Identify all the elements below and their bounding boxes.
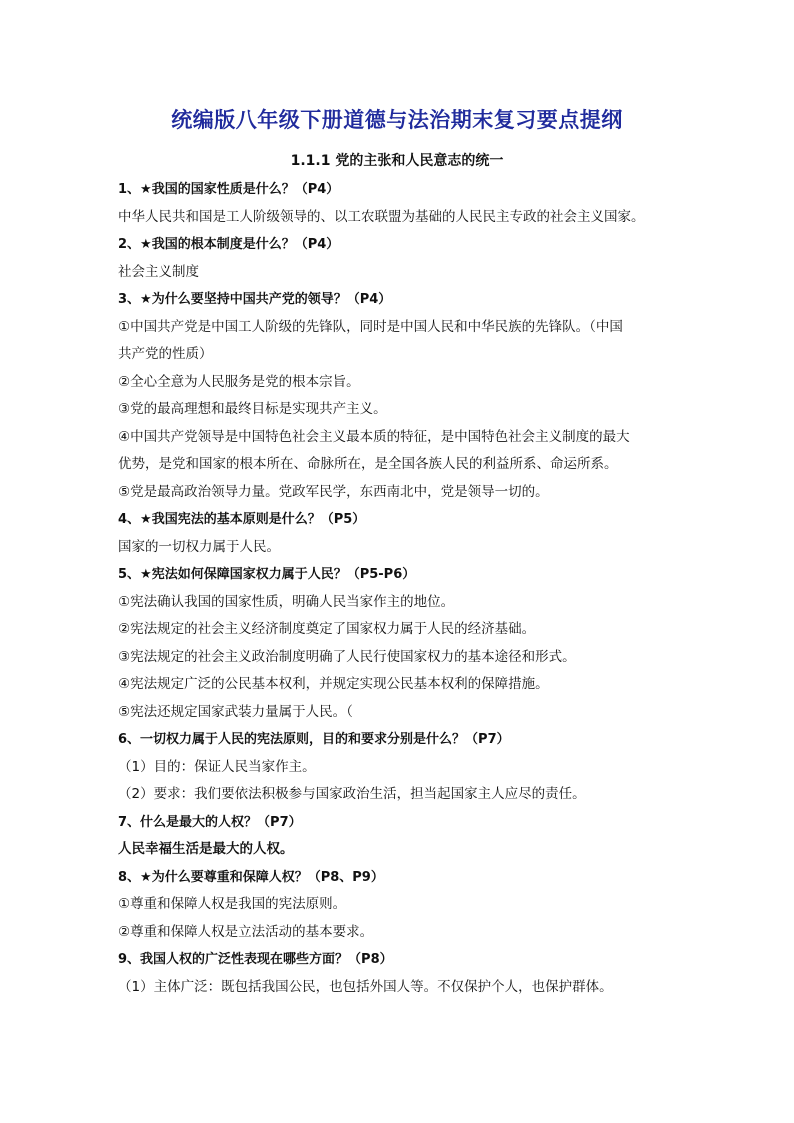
question-3: 3、★为什么要坚持中国共产党的领导？（P4） <box>118 292 392 307</box>
answer-line: ②尊重和保障人权是立法活动的基本要求。 <box>118 923 374 940</box>
section-heading: 1.1.1 党的主张和人民意志的统一 <box>290 153 504 169</box>
answer-line: （1）目的：保证人民当家作主。 <box>118 758 316 775</box>
question-6: 6、一切权力属于人民的宪法原则，目的和要求分别是什么？（P7） <box>118 732 510 747</box>
answer-line: （1）主体广泛：既包括我国公民，也包括外国人等。不仅保护个人，也保护群体。 <box>118 978 613 995</box>
answer-line: 共产党的性质） <box>118 346 213 362</box>
question-7: 7、什么是最大的人权？（P7） <box>118 814 302 830</box>
question-1: 1、★我国的国家性质是什么？（P4） <box>118 182 340 197</box>
answer-line: ①宪法确认我国的国家性质，明确人民当家作主的地位。 <box>118 593 455 610</box>
answer-line: ①中国共产党是中国工人阶级的先锋队，同时是中国人民和中华民族的先锋队。（中国 <box>118 318 623 335</box>
answer-line: 国家的一切权力属于人民。 <box>118 538 280 555</box>
outline-body <box>118 176 678 1001</box>
document-title: 统编版八年级下册道德与法治期末复习要点提纲 <box>171 108 623 132</box>
answer-line: ③党的最高理想和最终目标是实现共产主义。 <box>118 401 387 417</box>
question-8: 8、★为什么要尊重和保障人权？（P8、P9） <box>118 869 384 885</box>
answer-line: ④宪法规定广泛的公民基本权利，并规定实现公民基本权利的保障措施。 <box>118 676 549 692</box>
answer-line: ②宪法规定的社会主义经济制度奠定了国家权力属于人民的经济基础。 <box>118 621 536 637</box>
answer-line: ⑤宪法还规定国家武装力量属于人民。（ <box>118 703 353 720</box>
answer-line: （2）要求：我们要依法积极参与国家政治生活，担当起国家主人应尽的责任。 <box>118 786 586 802</box>
answer-line: 社会主义制度 <box>118 263 199 280</box>
answer-line: 中华人民共和国是工人阶级领导的、以工农联盟为基础的人民民主专政的社会主义国家。 <box>118 208 645 225</box>
answer-line: ⑤党是最高政治领导力量。党政军民学，东西南北中，党是领导一切的。 <box>118 483 549 500</box>
answer-line: ①尊重和保障人权是我国的宪法原则。 <box>118 896 347 912</box>
question-5: 5、★宪法如何保障国家权力属于人民？（P5-P6） <box>118 567 416 582</box>
answer-line: ③宪法规定的社会主义政治制度明确了人民行使国家权力的基本途径和形式。 <box>118 648 576 665</box>
answer-line: ②全心全意为人民服务是党的根本宗旨。 <box>118 373 360 390</box>
question-2: 2、★我国的根本制度是什么？（P4） <box>118 237 340 252</box>
question-9: 9、我国人权的广泛性表现在哪些方面？（P8） <box>118 952 393 967</box>
answer-line-bold: 人民幸福生活是最大的人权。 <box>118 841 294 857</box>
answer-line: ④中国共产党领导是中国特色社会主义最本质的特征，是中国特色社会主义制度的最大 <box>118 428 630 445</box>
answer-line: 优势，是党和国家的根本所在、命脉所在，是全国各族人民的利益所系、命运所系。 <box>118 456 618 472</box>
question-4: 4、★我国宪法的基本原则是什么？（P5） <box>118 512 366 527</box>
